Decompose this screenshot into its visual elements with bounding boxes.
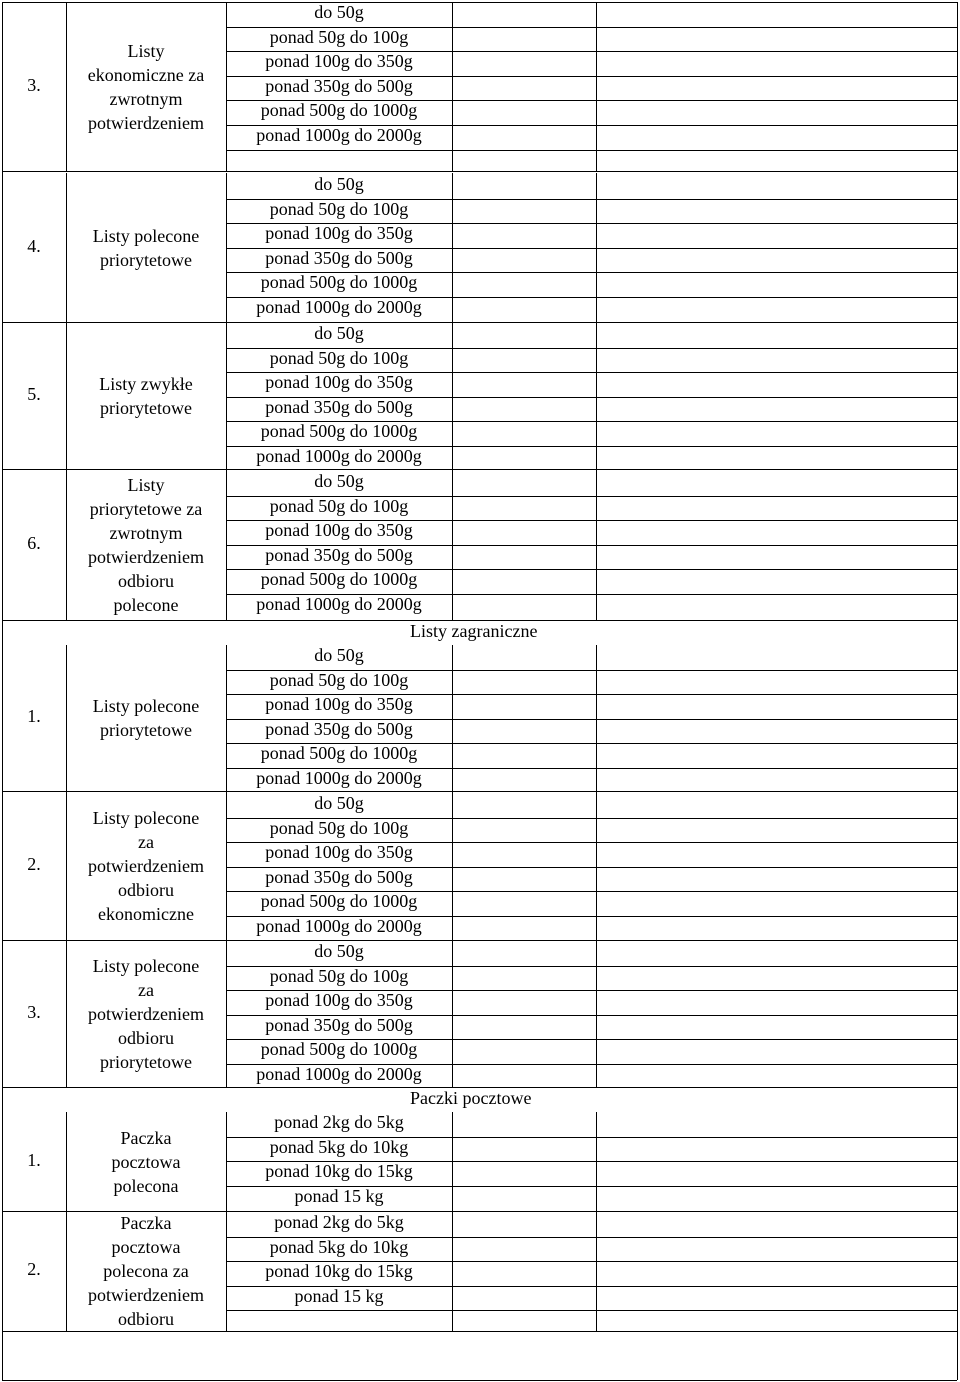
service-name-line: ekonomiczne bbox=[98, 903, 194, 924]
weight-range: ponad 5kg do 10kg bbox=[269, 1136, 409, 1157]
weight-range: ponad 1000g do 2000g bbox=[256, 916, 422, 936]
service-name-line: priorytetowe bbox=[100, 1051, 192, 1072]
service-name-line: Listy polecone bbox=[92, 225, 200, 246]
weight-range: ponad 50g do 100g bbox=[269, 669, 409, 690]
column-divider bbox=[452, 791, 453, 940]
service-name-line: Listy polecone bbox=[92, 696, 200, 716]
service-name-line: polecone bbox=[113, 595, 179, 615]
column-divider bbox=[452, 1211, 453, 1331]
weight-range: ponad 350g do 500g bbox=[265, 1014, 413, 1035]
service-name-line: polecona bbox=[113, 1175, 179, 1196]
group-divider bbox=[2, 940, 957, 941]
service-name-line: priorytetowe bbox=[100, 398, 192, 418]
column-divider bbox=[596, 645, 597, 791]
row-number: 1. bbox=[27, 706, 41, 726]
weight-range: ponad 50g do 100g bbox=[269, 495, 409, 516]
row-number: 6. bbox=[27, 533, 41, 553]
weight-range: ponad 15 kg bbox=[294, 1285, 384, 1306]
weight-range: do 50g bbox=[314, 941, 364, 961]
service-name-line: odbioru bbox=[118, 1309, 174, 1329]
service-name-line: zwrotnym bbox=[109, 523, 183, 543]
table-right-border bbox=[957, 2, 958, 1380]
weight-range: ponad 500g do 1000g bbox=[260, 569, 418, 590]
weight-range: ponad 1000g do 2000g bbox=[256, 1064, 422, 1084]
weight-range: ponad 100g do 350g bbox=[265, 990, 413, 1011]
weight-range: ponad 100g do 350g bbox=[265, 372, 413, 393]
weight-range: do 50g bbox=[314, 2, 364, 22]
weight-range: do 50g bbox=[314, 793, 364, 813]
service-name-line: Paczka bbox=[120, 1127, 172, 1148]
service-name-line: potwierdzeniem bbox=[88, 547, 204, 567]
table-top-border bbox=[2, 2, 957, 3]
weight-row-divider bbox=[226, 1310, 957, 1311]
weight-range: ponad 100g do 350g bbox=[265, 520, 413, 541]
weight-range: ponad 100g do 350g bbox=[265, 223, 413, 244]
service-name-line: zwrotnym bbox=[109, 88, 183, 109]
column-divider bbox=[596, 1211, 597, 1331]
column-divider bbox=[596, 791, 597, 940]
weight-range: ponad 100g do 350g bbox=[265, 842, 413, 863]
weight-range: ponad 500g do 1000g bbox=[260, 272, 418, 293]
service-name-line: za bbox=[138, 831, 154, 852]
service-name-line: odbioru bbox=[118, 1027, 174, 1048]
service-name-line: priorytetowe bbox=[100, 249, 192, 270]
service-name-line: Paczka bbox=[120, 1213, 172, 1233]
weight-range: ponad 50g do 100g bbox=[269, 347, 409, 368]
service-name-line: potwierdzeniem bbox=[88, 1285, 204, 1305]
row-number: 3. bbox=[27, 1001, 41, 1022]
column-divider bbox=[596, 323, 597, 469]
weight-row-divider bbox=[226, 150, 957, 151]
weight-range: ponad 350g do 500g bbox=[265, 866, 413, 887]
service-name-line: polecona za bbox=[103, 1261, 189, 1281]
weight-range: ponad 1000g do 2000g bbox=[256, 297, 422, 317]
row-number: 1. bbox=[27, 1149, 41, 1170]
weight-range: ponad 10kg do 15kg bbox=[265, 1261, 413, 1282]
service-name-line: odbioru bbox=[118, 879, 174, 900]
weight-range: ponad 1000g do 2000g bbox=[256, 125, 422, 145]
section-title-foreign: Listy zagraniczne bbox=[410, 621, 538, 641]
service-name-line: Listy bbox=[127, 40, 165, 61]
group-divider bbox=[2, 791, 957, 792]
column-divider bbox=[452, 645, 453, 791]
row-number: 4. bbox=[27, 235, 41, 256]
service-name-line: Listy zwykłe bbox=[99, 374, 193, 394]
service-name-line: Listy bbox=[127, 475, 165, 495]
service-name-line: odbioru bbox=[118, 571, 174, 591]
weight-range: ponad 1000g do 2000g bbox=[256, 446, 422, 466]
weight-range: do 50g bbox=[314, 645, 364, 665]
service-name-line: priorytetowe za bbox=[89, 499, 203, 519]
section-title-parcels: Paczki pocztowe bbox=[410, 1088, 532, 1108]
weight-range: ponad 50g do 100g bbox=[269, 198, 409, 219]
weight-range: ponad 350g do 500g bbox=[265, 247, 413, 268]
weight-range: ponad 500g do 1000g bbox=[260, 1039, 418, 1060]
row-number: 3. bbox=[27, 74, 41, 95]
weight-range: ponad 2kg do 5kg bbox=[274, 1212, 404, 1232]
weight-range: ponad 10kg do 15kg bbox=[265, 1161, 413, 1182]
weight-range: ponad 50g do 100g bbox=[269, 817, 409, 838]
table-bottom-border bbox=[2, 1380, 957, 1381]
weight-range: ponad 350g do 500g bbox=[265, 544, 413, 565]
service-name-line: Listy polecone bbox=[92, 955, 200, 976]
service-name-line: potwierdzeniem bbox=[88, 1003, 204, 1024]
weight-range: ponad 5kg do 10kg bbox=[269, 1236, 409, 1257]
weight-range: do 50g bbox=[314, 323, 364, 343]
weight-range: ponad 500g do 1000g bbox=[260, 421, 418, 442]
weight-range: ponad 500g do 1000g bbox=[260, 743, 418, 764]
service-name-line: za bbox=[138, 979, 154, 1000]
column-divider bbox=[452, 323, 453, 469]
row-number: 2. bbox=[27, 853, 41, 874]
weight-range: do 50g bbox=[314, 174, 364, 194]
weight-range: ponad 2kg do 5kg bbox=[274, 1112, 404, 1132]
weight-range: ponad 1000g do 2000g bbox=[256, 594, 422, 614]
weight-range: ponad 100g do 350g bbox=[265, 694, 413, 715]
weight-range: ponad 100g do 350g bbox=[265, 51, 413, 72]
weight-range: ponad 50g do 100g bbox=[269, 26, 409, 47]
group-divider bbox=[2, 469, 957, 470]
weight-range: ponad 1000g do 2000g bbox=[256, 768, 422, 788]
weight-range: ponad 15 kg bbox=[294, 1185, 384, 1206]
group-divider bbox=[2, 1331, 957, 1332]
weight-range: do 50g bbox=[314, 471, 364, 491]
weight-range: ponad 350g do 500g bbox=[265, 718, 413, 739]
row-number: 5. bbox=[27, 384, 41, 404]
weight-range: ponad 500g do 1000g bbox=[260, 100, 418, 121]
weight-range: ponad 350g do 500g bbox=[265, 396, 413, 417]
weight-range: ponad 350g do 500g bbox=[265, 75, 413, 96]
group-divider bbox=[2, 171, 957, 172]
service-name-line: Listy polecone bbox=[92, 807, 200, 828]
service-name-line: potwierdzeniem bbox=[88, 112, 204, 133]
weight-range: ponad 50g do 100g bbox=[269, 965, 409, 986]
table-left-border bbox=[2, 2, 3, 1380]
weight-range: ponad 500g do 1000g bbox=[260, 891, 418, 912]
group-divider bbox=[2, 322, 957, 323]
row-number: 2. bbox=[27, 1259, 41, 1279]
service-name-line: pocztowa bbox=[111, 1151, 181, 1172]
service-name-line: ekonomiczne za bbox=[87, 64, 205, 85]
service-name-line: priorytetowe bbox=[100, 720, 192, 740]
service-name-line: pocztowa bbox=[111, 1237, 181, 1257]
service-name-line: potwierdzeniem bbox=[88, 855, 204, 876]
